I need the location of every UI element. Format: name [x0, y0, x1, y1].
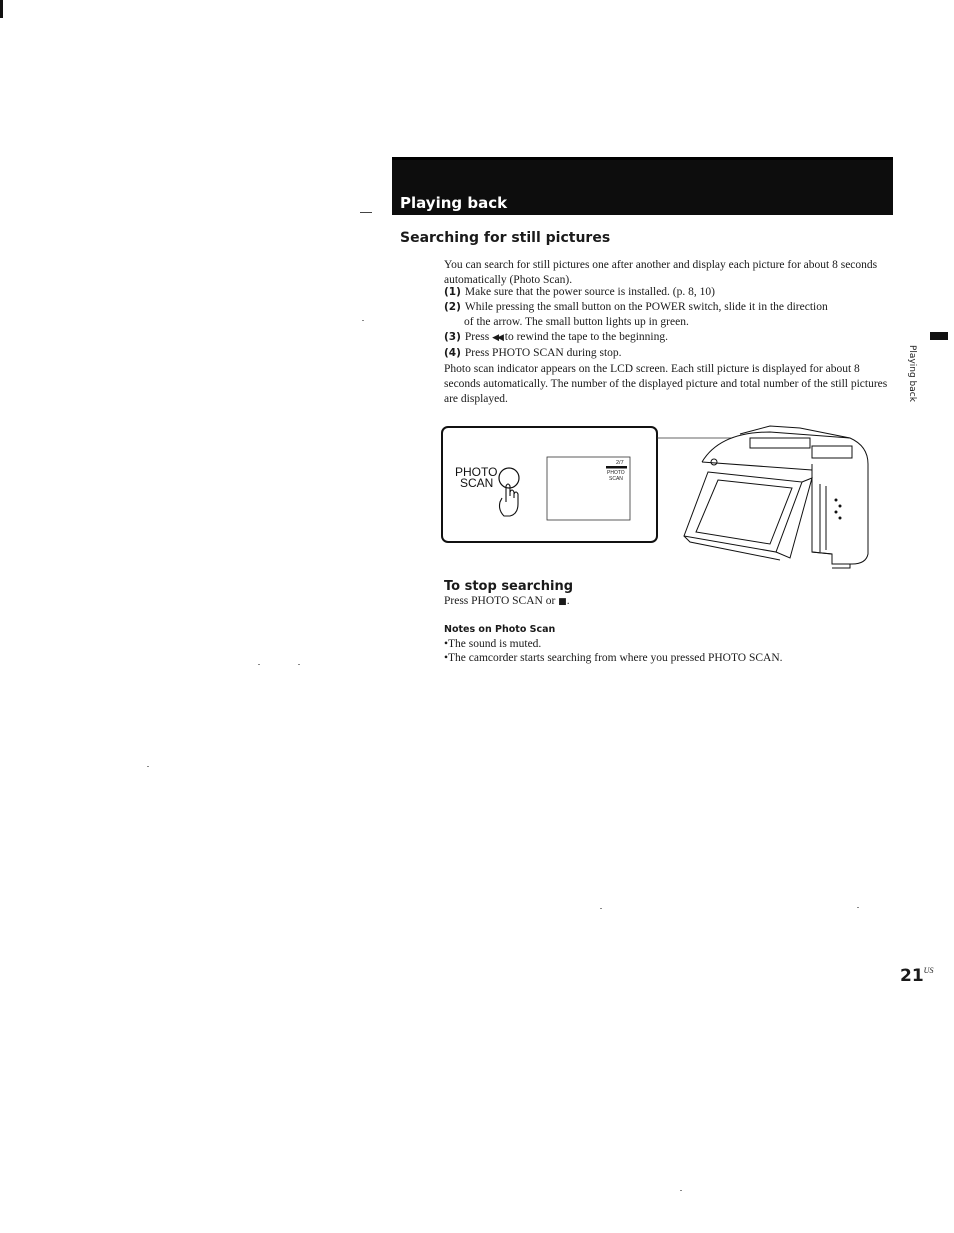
intro-paragraph: You can search for still pictures one after another and display each picture for about 8 seconds automatically (Photo Scan). [444, 259, 878, 286]
page-number-suffix: US [923, 966, 934, 975]
photo-scan-button-label: PHOTO [455, 465, 498, 479]
lcd-photo-scan-indicator: PHOTO [607, 470, 625, 476]
note-item: •The sound is muted. [444, 638, 542, 650]
photo-scan-illustration [440, 424, 872, 570]
lcd-progress-bar [606, 466, 627, 469]
step-item [444, 285, 894, 300]
lcd-photo-scan-indicator: SCAN [609, 476, 623, 482]
scan-speck [600, 908, 602, 909]
stop-text: Press PHOTO SCAN or [444, 595, 556, 607]
page-number [900, 966, 933, 986]
margin-mark [360, 212, 372, 213]
scan-speck [298, 664, 300, 665]
step-text: Make sure that the power source is installed. (p. 8, 10) [464, 286, 715, 298]
side-tab-marker [930, 332, 948, 340]
side-section-label: Playing back [907, 345, 917, 402]
scan-speck [857, 907, 859, 908]
step-continuation: of the arrow. The small button lights up in green. [464, 316, 689, 328]
step-number: (4) [444, 347, 461, 359]
page-number-value: 21 [900, 966, 924, 986]
step-text: Press [464, 331, 490, 343]
scan-speck [147, 766, 149, 767]
step-text: While pressing the small button on the POWER switch, slide it in the direction [464, 301, 828, 313]
notes-list [444, 637, 783, 665]
section-title: Searching for still pictures [400, 230, 611, 246]
stop-section-title: To stop searching [444, 579, 574, 594]
lcd-picture-counter: 2/7 [616, 460, 624, 466]
step-text: Press PHOTO SCAN during stop. [464, 347, 622, 359]
stop-instruction [444, 595, 570, 607]
step-text: to rewind the tape to the beginning. [504, 331, 668, 343]
step-item [444, 300, 894, 315]
step-item [444, 346, 894, 361]
step-number: (3) [444, 331, 461, 343]
result-paragraph: Photo scan indicator appears on the LCD screen. Each still picture is displayed for about 8 seconds automatically. The number of the displayed picture and total number of the still pictures are displayed. [444, 363, 888, 405]
scan-speck [362, 320, 364, 321]
note-item: •The camcorder starts searching from where you pressed PHOTO SCAN. [444, 652, 783, 664]
finger-press-icon [499, 468, 519, 516]
edge-mark [0, 0, 3, 18]
rewind-icon: ◀◀ [492, 333, 502, 343]
photo-scan-button-label: SCAN [460, 476, 494, 490]
camcorder-drawing [684, 426, 868, 568]
step-number: (1) [444, 286, 461, 298]
scan-speck [680, 1190, 682, 1191]
steps-list [444, 285, 894, 361]
notes-title: Notes on Photo Scan [444, 624, 556, 635]
stop-icon: ■ [558, 597, 567, 607]
step-item [444, 330, 894, 346]
section-header-band [392, 157, 893, 215]
stop-text-end: . [566, 595, 570, 607]
header-title: Playing back [400, 194, 508, 212]
scan-speck [258, 664, 260, 665]
step-number: (2) [444, 301, 461, 313]
